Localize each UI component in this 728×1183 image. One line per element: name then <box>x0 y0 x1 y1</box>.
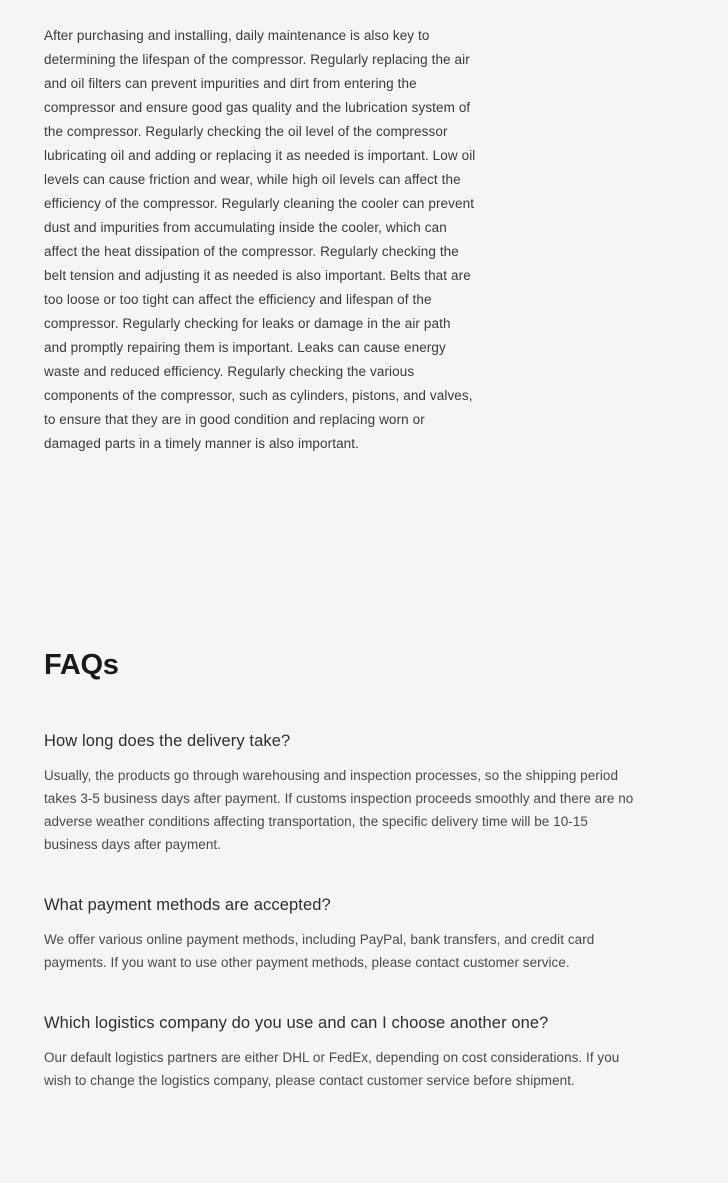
faq-list <box>44 728 644 1092</box>
faq-answer: Usually, the products go through warehousing and inspection processes, so the shipping period takes 3-5 business days after payment. If customs inspection proceeds smoothly and there are no adverse weather conditions affecting transportation, the specific delivery time will be 10-15 business days after payment. <box>44 768 634 852</box>
faq-section <box>44 648 684 1092</box>
bottom-padding <box>44 1092 684 1122</box>
faq-item <box>44 1010 644 1092</box>
faq-answer: We offer various online payment methods, including PayPal, bank transfers, and credit card payments. If you want to use other payment methods, please contact customer service. <box>44 932 595 970</box>
faq-question: How long does the delivery take? <box>44 732 291 750</box>
faq-item <box>44 892 644 974</box>
faq-question: What payment methods are accepted? <box>44 896 331 914</box>
faq-question: Which logistics company do you use and can I choose another one? <box>44 1014 549 1032</box>
faq-heading: FAQs <box>44 649 119 681</box>
maintenance-section <box>44 0 476 456</box>
maintenance-paragraph: After purchasing and installing, daily maintenance is also key to determining the lifespan of the compressor. Regularly replacing the air and oil filters can prevent impurities and dirt from entering the compressor and ensure good gas quality and the lubrication system of the compressor. Regularly checking the oil level of the compressor lubricating oil and adding or replacing it as needed is important. Low oil levels can cause friction and wear, while high oil levels can affect the efficiency of the compressor. Regularly cleaning the cooler can prevent dust and impurities from accumulating inside the cooler, which can affect the heat dissipation of the compressor. Regularly checking the belt tension and adjusting it as needed is also important. Belts that are too loose or too tight can affect the efficiency and lifespan of the compressor. Regularly checking for leaks or damage in the air path and promptly repairing them is important. Leaks can cause energy waste and reduced efficiency. Regularly checking the various components of the compressor, such as cylinders, pistons, and valves, to ensure that they are in good condition and replacing worn or damaged parts in a timely manner is also important. <box>44 28 476 451</box>
section-spacer <box>44 456 684 648</box>
faq-item <box>44 728 644 856</box>
faq-answer: Our default logistics partners are either DHL or FedEx, depending on cost considerations. If you wish to change the logistics company, please contact customer service before shipment. <box>44 1050 620 1088</box>
